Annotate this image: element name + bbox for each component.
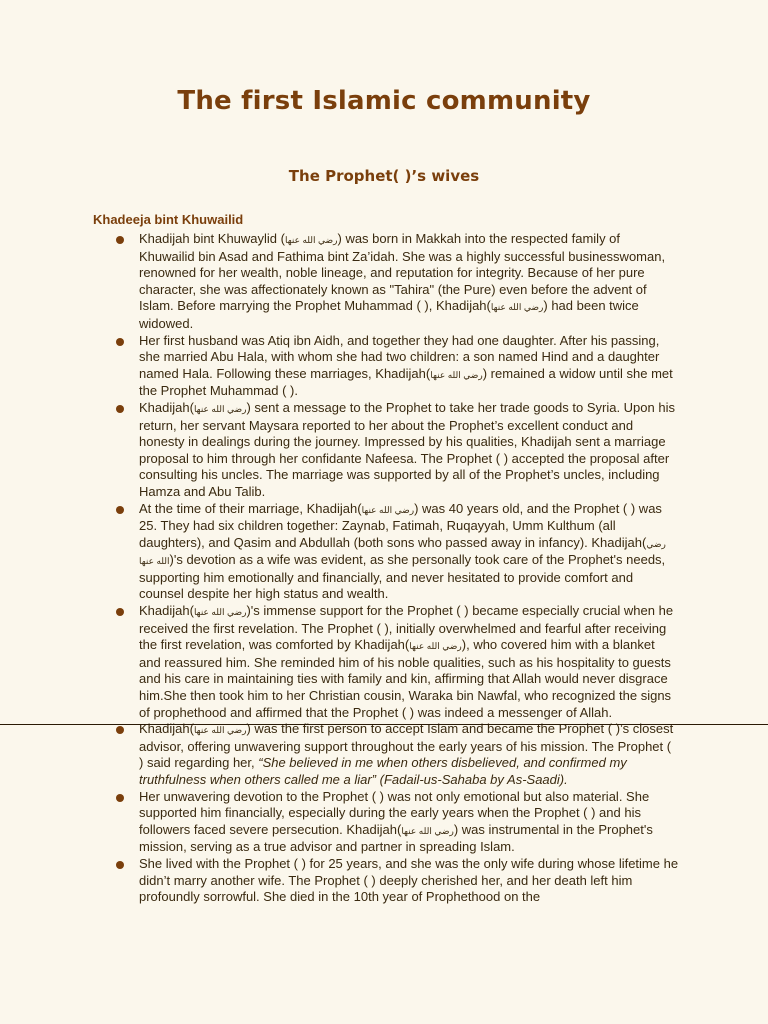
bullet-list xyxy=(0,231,768,906)
honorific-text: رضي الله عنها xyxy=(284,235,338,245)
section-title: The Prophet( )’s wives xyxy=(288,167,480,185)
bullet-text: ) had been twice widowed. xyxy=(139,298,639,331)
honorific-text: رضي الله عنها xyxy=(193,607,247,618)
honorific-text: رضي الله عنها xyxy=(361,504,415,515)
bullet-item xyxy=(0,721,679,788)
bullet-text: ) was born in Makkah into the respected family of Khuwailid bin Asad and Fathima bint Za’idah. She was a highly successful businesswoman, renowned for her wealth, noble lineage, and reputation for integrity. Because of her pure character, she was affectionately known as "Tahira" (the Pure) even before the advent of Islam. Before marrying the Prophet Muhammad ( ), Khadijah( xyxy=(139,231,666,314)
subsection-title: Khadeeja bint Khuwailid xyxy=(93,212,244,227)
honorific-text: رضي الله عنها xyxy=(193,403,247,414)
honorific-text: رضي الله عنها xyxy=(139,538,666,567)
bullet-text: Khadijah( xyxy=(139,399,194,415)
bullet-text: )'s devotion as a wife was evident, as she personally took care of the Prophet's needs, supporting him emotionally and financially, and never hesitated to provide comfort and counsel despite her high status and wealth. xyxy=(139,552,666,602)
bullet-text: )'s immense support for the Prophet ( ) became especially crucial when he received the first revelation. The Prophet ( ), initially overwhelmed and fearful after receiving the first revelation, was comforted by Khadijah( xyxy=(139,603,674,653)
bullet-item xyxy=(0,789,679,856)
bullet-text: ) was instrumental in the Prophet's mission, serving as a true advisor and partner in spreading Islam. xyxy=(139,821,653,855)
bullet-text: ) sent a message to the Prophet to take her trade goods to Syria. Upon his return, her servant Maysara reported to her about the Prophet’s excellent conduct and honesty in dealings during the journey. Impressed by his qualities, Khadijah sent a marriage proposal to him through her confidante Nafeesa. The Prophet ( ) accepted the proposal after consulting his uncles. The marriage was supported by all of the Prophet’s uncles, including Hamza and Abu Talib. xyxy=(139,399,675,499)
bullet-text: ) was the first person to accept Islam and became the Prophet ( )’s closest advisor, offering unwavering support throughout the early years of his mission. The Prophet ( ) said regarding her, xyxy=(139,721,674,771)
bullet-text: At the time of their marriage, Khadijah( xyxy=(139,500,362,516)
bullet-text: Her first husband was Atiq ibn Aidh, and together they had one daughter. After his passing, she married Abu Hala, with whom she had two children: a son named Hind and a daughter named Hala. Following these marriages, Khadijah( xyxy=(139,332,660,381)
honorific-text: رضي الله عنها xyxy=(193,725,247,736)
bullet-dot-icon xyxy=(116,236,124,244)
honorific-text: رضي الله عنها xyxy=(430,369,483,380)
page-divider xyxy=(0,724,768,725)
bullet-dot-icon xyxy=(116,861,124,869)
bullet-item xyxy=(0,501,679,604)
bullet-dot-icon xyxy=(116,338,124,346)
bullet-dot-icon xyxy=(116,405,124,413)
bullet-text: ) was 40 years old, and the Prophet ( ) was 25. They had six children together: Zaynab, Fatimah, Ruqayyah, Umm Kulthum (all daughters), and Qasim and Abdullah (both sons who passed away in infancy). Khadijah( xyxy=(139,500,662,550)
bullet-item xyxy=(0,333,679,400)
hadith-quote: “She believed in me when others disbelieved, and confirmed my truthfulness when others called me a liar” (Fadail-us-Sahaba by As-Saadi). xyxy=(139,755,627,787)
bullet-dot-icon xyxy=(116,794,124,802)
bullet-text: Khadijah( xyxy=(139,603,194,619)
bullet-item xyxy=(0,856,679,906)
bullet-text: ), who covered him with a blanket and reassured him. She reminded him of his noble qualities, such as his hospitality to guests and his care in maintaining ties with family and kin, affirming that Allah would never disgrace him.She then took him to her Christian cousin, Waraka bin Nawfal, who recognized the signs of prophethood and affirmed that the Prophet ( ) was indeed a messenger of Allah. xyxy=(139,637,672,720)
bullet-item xyxy=(0,231,679,333)
page-title: The first Islamic community xyxy=(177,86,591,116)
bullet-text: She lived with the Prophet ( ) for 25 years, and she was the only wife during whose lifetime he didn’t marry another wife. The Prophet ( ) deeply cherished her, and her death left him profoundly sorrowful. She died in the 10th year of Prophethood on the xyxy=(139,855,679,905)
bullet-dot-icon xyxy=(116,506,124,514)
bullet-item xyxy=(0,400,679,501)
bullet-dot-icon xyxy=(116,608,124,616)
bullet-text: Khadijah bint Khuwaylid ( xyxy=(139,231,285,246)
bullet-text: Her unwavering devotion to the Prophet ( ) was not only emotional but also material. She supported him financially, especially during the early years when the Prophet ( ) and his followers faced severe persecution. Khadijah( xyxy=(139,788,650,837)
bullet-text: ) remained a widow until she met the Prophet Muhammad ( ). xyxy=(139,365,673,399)
honorific-text: رضي الله عنها xyxy=(409,641,462,652)
honorific-text: رضي الله عنها xyxy=(490,302,544,313)
honorific-text: رضي الله عنها xyxy=(401,825,454,836)
bullet-item xyxy=(0,603,679,721)
bullet-text: Khadijah( xyxy=(139,721,194,737)
bullet-dot-icon xyxy=(116,726,124,734)
